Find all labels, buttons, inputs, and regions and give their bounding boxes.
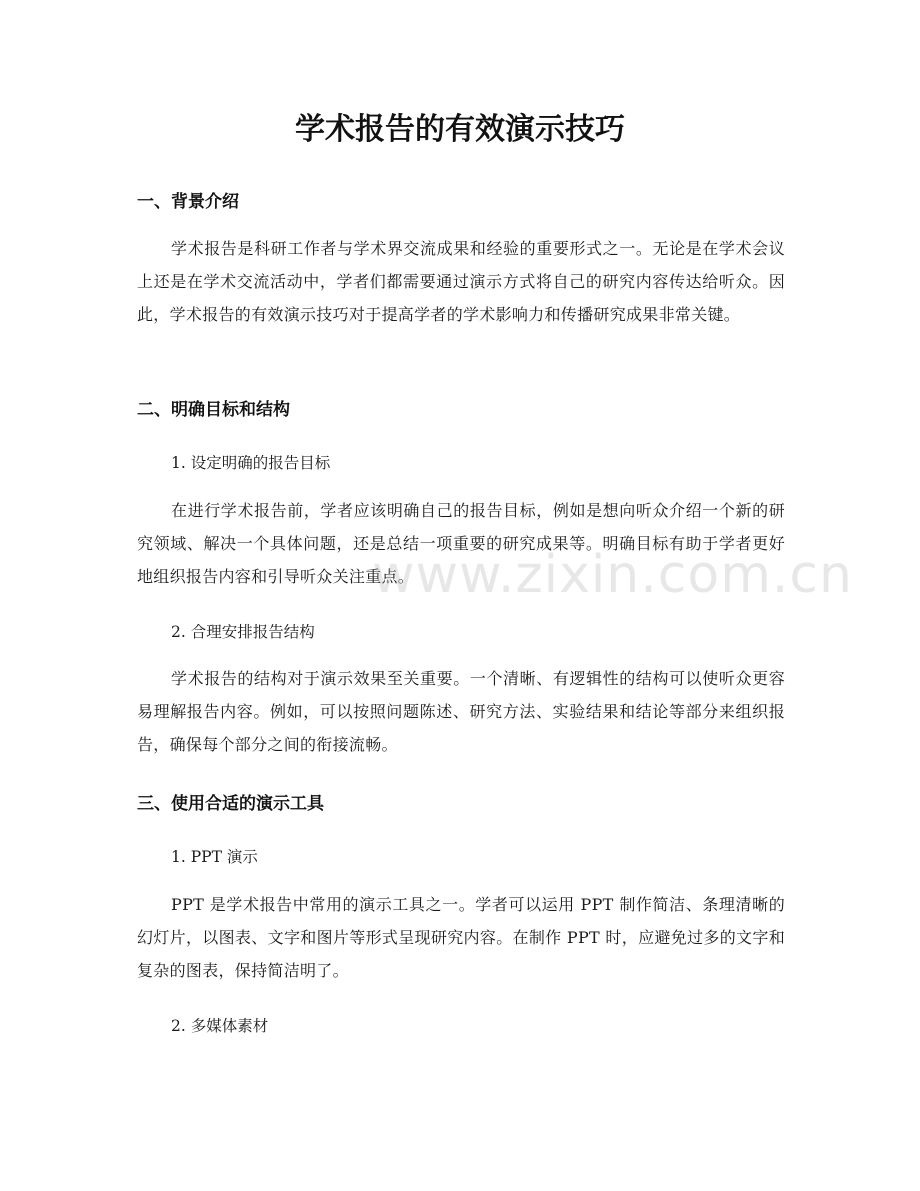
paragraph-arrange-structure: 学术报告的结构对于演示效果至关重要。一个清晰、有逻辑性的结构可以使听众更容易理解报告内容。例如，可以按照问题陈述、研究方法、实验结果和结论等部分来组织报告，确保每个部分之间的衔接流畅。: [137, 669, 785, 754]
subheading-set-goals: 1. 设定明确的报告目标: [171, 454, 331, 472]
subheading-arrange-structure: 2. 合理安排报告结构: [171, 623, 315, 641]
section-heading-goals-structure: 二、明确目标和结构: [137, 400, 290, 420]
subheading-ppt: 1. PPT 演示: [171, 848, 258, 866]
paragraph-ppt: PPT 是学术报告中常用的演示工具之一。学者可以运用 PPT 制作简洁、条理清晰的幻灯片，以图表、文字和图片等形式呈现研究内容。在制作 PPT 时，应避免过多的文字和复杂的图表，保持简洁明了。: [137, 895, 785, 980]
subheading-multimedia: 2. 多媒体素材: [171, 1017, 269, 1035]
document-title: 学术报告的有效演示技巧: [295, 112, 625, 147]
section-heading-background: 一、背景介绍: [137, 192, 239, 212]
watermark: www.zixin.com.cn: [372, 545, 853, 605]
section-heading-tools: 三、使用合适的演示工具: [137, 794, 324, 814]
paragraph-set-goals: 在进行学术报告前，学者应该明确自己的报告目标，例如是想向听众介绍一个新的研究领域、解决一个具体问题，还是总结一项重要的研究成果等。明确目标有助于学者更好地组织报告内容和引导听众关注重点。: [137, 501, 785, 586]
paragraph-background: 学术报告是科研工作者与学术界交流成果和经验的重要形式之一。无论是在学术会议上还是在学术交流活动中，学者们都需要通过演示方式将自己的研究内容传达给听众。因此，学术报告的有效演示技巧对于提高学者的学术影响力和传播研究成果非常关键。: [137, 239, 785, 324]
